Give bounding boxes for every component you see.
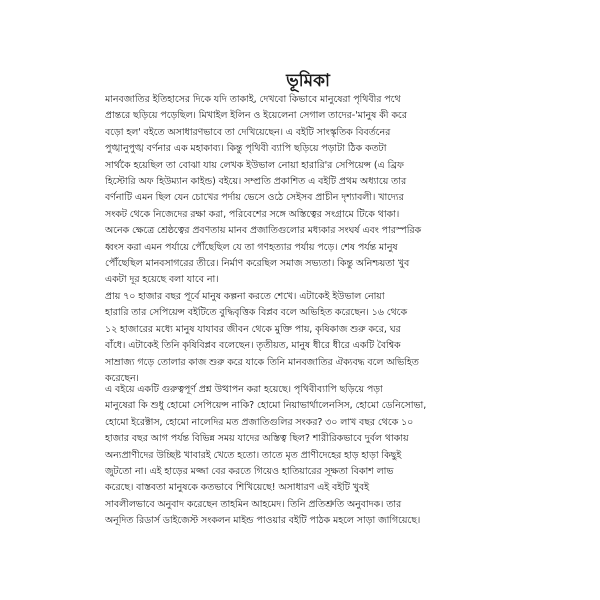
text-line: অন্যপ্রাণীদের উচ্ছিষ্ট খাবারই খেতে হতো। তাতে মৃত প্রাণীদেহের হাড় হাড়া কিছুই <box>105 449 402 461</box>
text-line: বাঁধে। এটাকেই তিনি কৃষিবিপ্লব বলেছেন। তৃতীয়ত, মানুষ ধীরে ধীরে একটি বৈশ্বিক <box>105 340 401 352</box>
text-line: ১২ হাজারের মধ্যে মানুষ যাযাবর জীবন থেকে মুক্তি পায়, কৃষিকাজ শুরু করে, ঘর <box>105 323 401 335</box>
text-line: মানুষেরা কি শুধু হোমো সেপিয়েন্স নাকি? হোমো নিয়াভার্থালেনসিস, হোমো ডেনিসোভা, <box>105 400 427 412</box>
text-line: একটা দূর হয়েছে বলা যাবে না। <box>105 274 219 286</box>
text-line: সংকট থেকে নিজেদের রক্ষা করা, পরিবেশের সঙ্গে অস্তিত্বের সংগ্রামে টিকে থাকা। <box>105 208 400 220</box>
text-line: পৌঁছেছিল মানবসাগরের তীরে। নির্মাণ করেছিল সমাজ সভ্যতা। কিন্তু অনিশ্চয়তা খুব <box>105 257 410 269</box>
text-line: সাম্রাজ্য গড়ে তোলার কাজ শুরু করে যাকে তিনি মানবজাতির ঐক্যবদ্ধ বলে অভিহিত <box>105 356 419 368</box>
text-line: ধ্বংস করা এমন পর্যায়ে পৌঁছেছিল যে তা গণহত্যার পর্যায় পড়ে। শেষ পর্যন্ত মানুষ <box>105 241 398 253</box>
text-line: প্রায় ৭০ হাজার বছর পূর্বে মানুষ কল্পনা করতে শেখে। এটাকেই ইউভাল নোয়া <box>105 291 385 302</box>
text-line: জুটতো না। এই হাড়ের মজ্জা বের করতে গিয়েও হাতিয়ারের সূক্ষতা বিকাশ লাভ <box>105 465 394 477</box>
text-line: সার্থকৈ হয়েছিল তা বোঝা যায় লেখক ইউভাল নোয়া হারারি'র সেপিয়েন্স (এ ব্রিফ <box>105 159 404 171</box>
text-line: হোমো ইরেক্টাস, হোমো নালেদির মত প্রজাতিগুলির সংকর? ৩০ লাখ বছর থেকে ১০ <box>105 416 414 428</box>
text-line: হিস্টোরি অফ হিউম্যান কাইন্ড) বইয়ে। সম্প্রতি প্রকাশিত এ বইটি প্রথম অধ্যায়ে তার <box>105 175 407 187</box>
text-line: হারারি তার সেপিয়েন্স বইটিতে বুদ্ধিবৃত্তিক বিপ্লব বলে অভিহিত করেছেন। ১৬ থেকে <box>105 307 408 319</box>
paragraph-1 <box>105 92 511 289</box>
text-line: বর্ণনাটি এমন ছিল যেন চোখের পর্দায় ভেসে ওঠে সেইসব প্রাচীন দৃশ্যাবলী। খাদ্যের <box>105 192 404 204</box>
text-line: অনেক ক্ষেত্রে শ্রেষ্ঠত্বের প্রবণতায় মানব প্রজাতিগুলোর মধ্যকার সংঘর্ষ এবং পারস্পরিক <box>105 225 422 237</box>
text-line: এ বইয়ে একটি গুরুত্বপূর্ণ প্রশ্ন উত্থাপন করা হয়েছে। পৃথিবীব্যাপি ছড়িয়ে পড়া <box>105 384 383 395</box>
page-title: ভূমিকা <box>286 71 330 91</box>
text-line: হাজার বছর আগ পর্যন্ত বিভিন্ন সময় যাদের অস্তিত্ব ছিল? শারীরিকভাবে দুর্বল থাকায় <box>105 433 409 445</box>
text-line: সাবলীলভাবে অনুবাদ করেছেন তাহমিন আহমেদ। তিনি প্রতিশ্রুতি অনুবাদক। তার <box>105 498 402 510</box>
text-line: মানবজাতির ইতিহাসের দিকে যদি তাকাই, দেখবো কিভাবে মানুষেরা পৃথিবীর পথে <box>105 94 401 105</box>
text-line: বড়ো হল' বইতে অসাধারণভাবে তা দেখিয়েছেন। এ বইটি সাংস্কৃতিক বিবর্তনের <box>105 126 391 138</box>
text-line: করেছেন। <box>105 372 139 384</box>
paragraph-3 <box>105 382 511 530</box>
text-line: অনূদিত রিডার্স ডাইজেস্ট সংকলন মাইন্ড পাওয়ার বইটি পাঠক মহলে সাড়া জাগিয়েছে। <box>105 515 421 527</box>
text-line: প্রান্তরে ছড়িয়ে পড়েছিল। মিখাইল ইলিন ও ইয়েলেনা সেগাল তাদের-'মানুষ কী করে <box>105 110 407 122</box>
text-line: পুঙ্খানুপুঙ্খ বর্ণনার এক মহাকাব্য। কিন্তু পৃথিবী ব্যাপি ছড়িয়ে পড়াটা ঠিক কতটা <box>105 143 387 155</box>
text-line: করেছে। বাস্তবতা মানুষকে কতভাবে শিখিয়েছে! অসাধারণ এই বইটি খুবই <box>105 482 369 494</box>
paragraph-2 <box>105 289 511 387</box>
